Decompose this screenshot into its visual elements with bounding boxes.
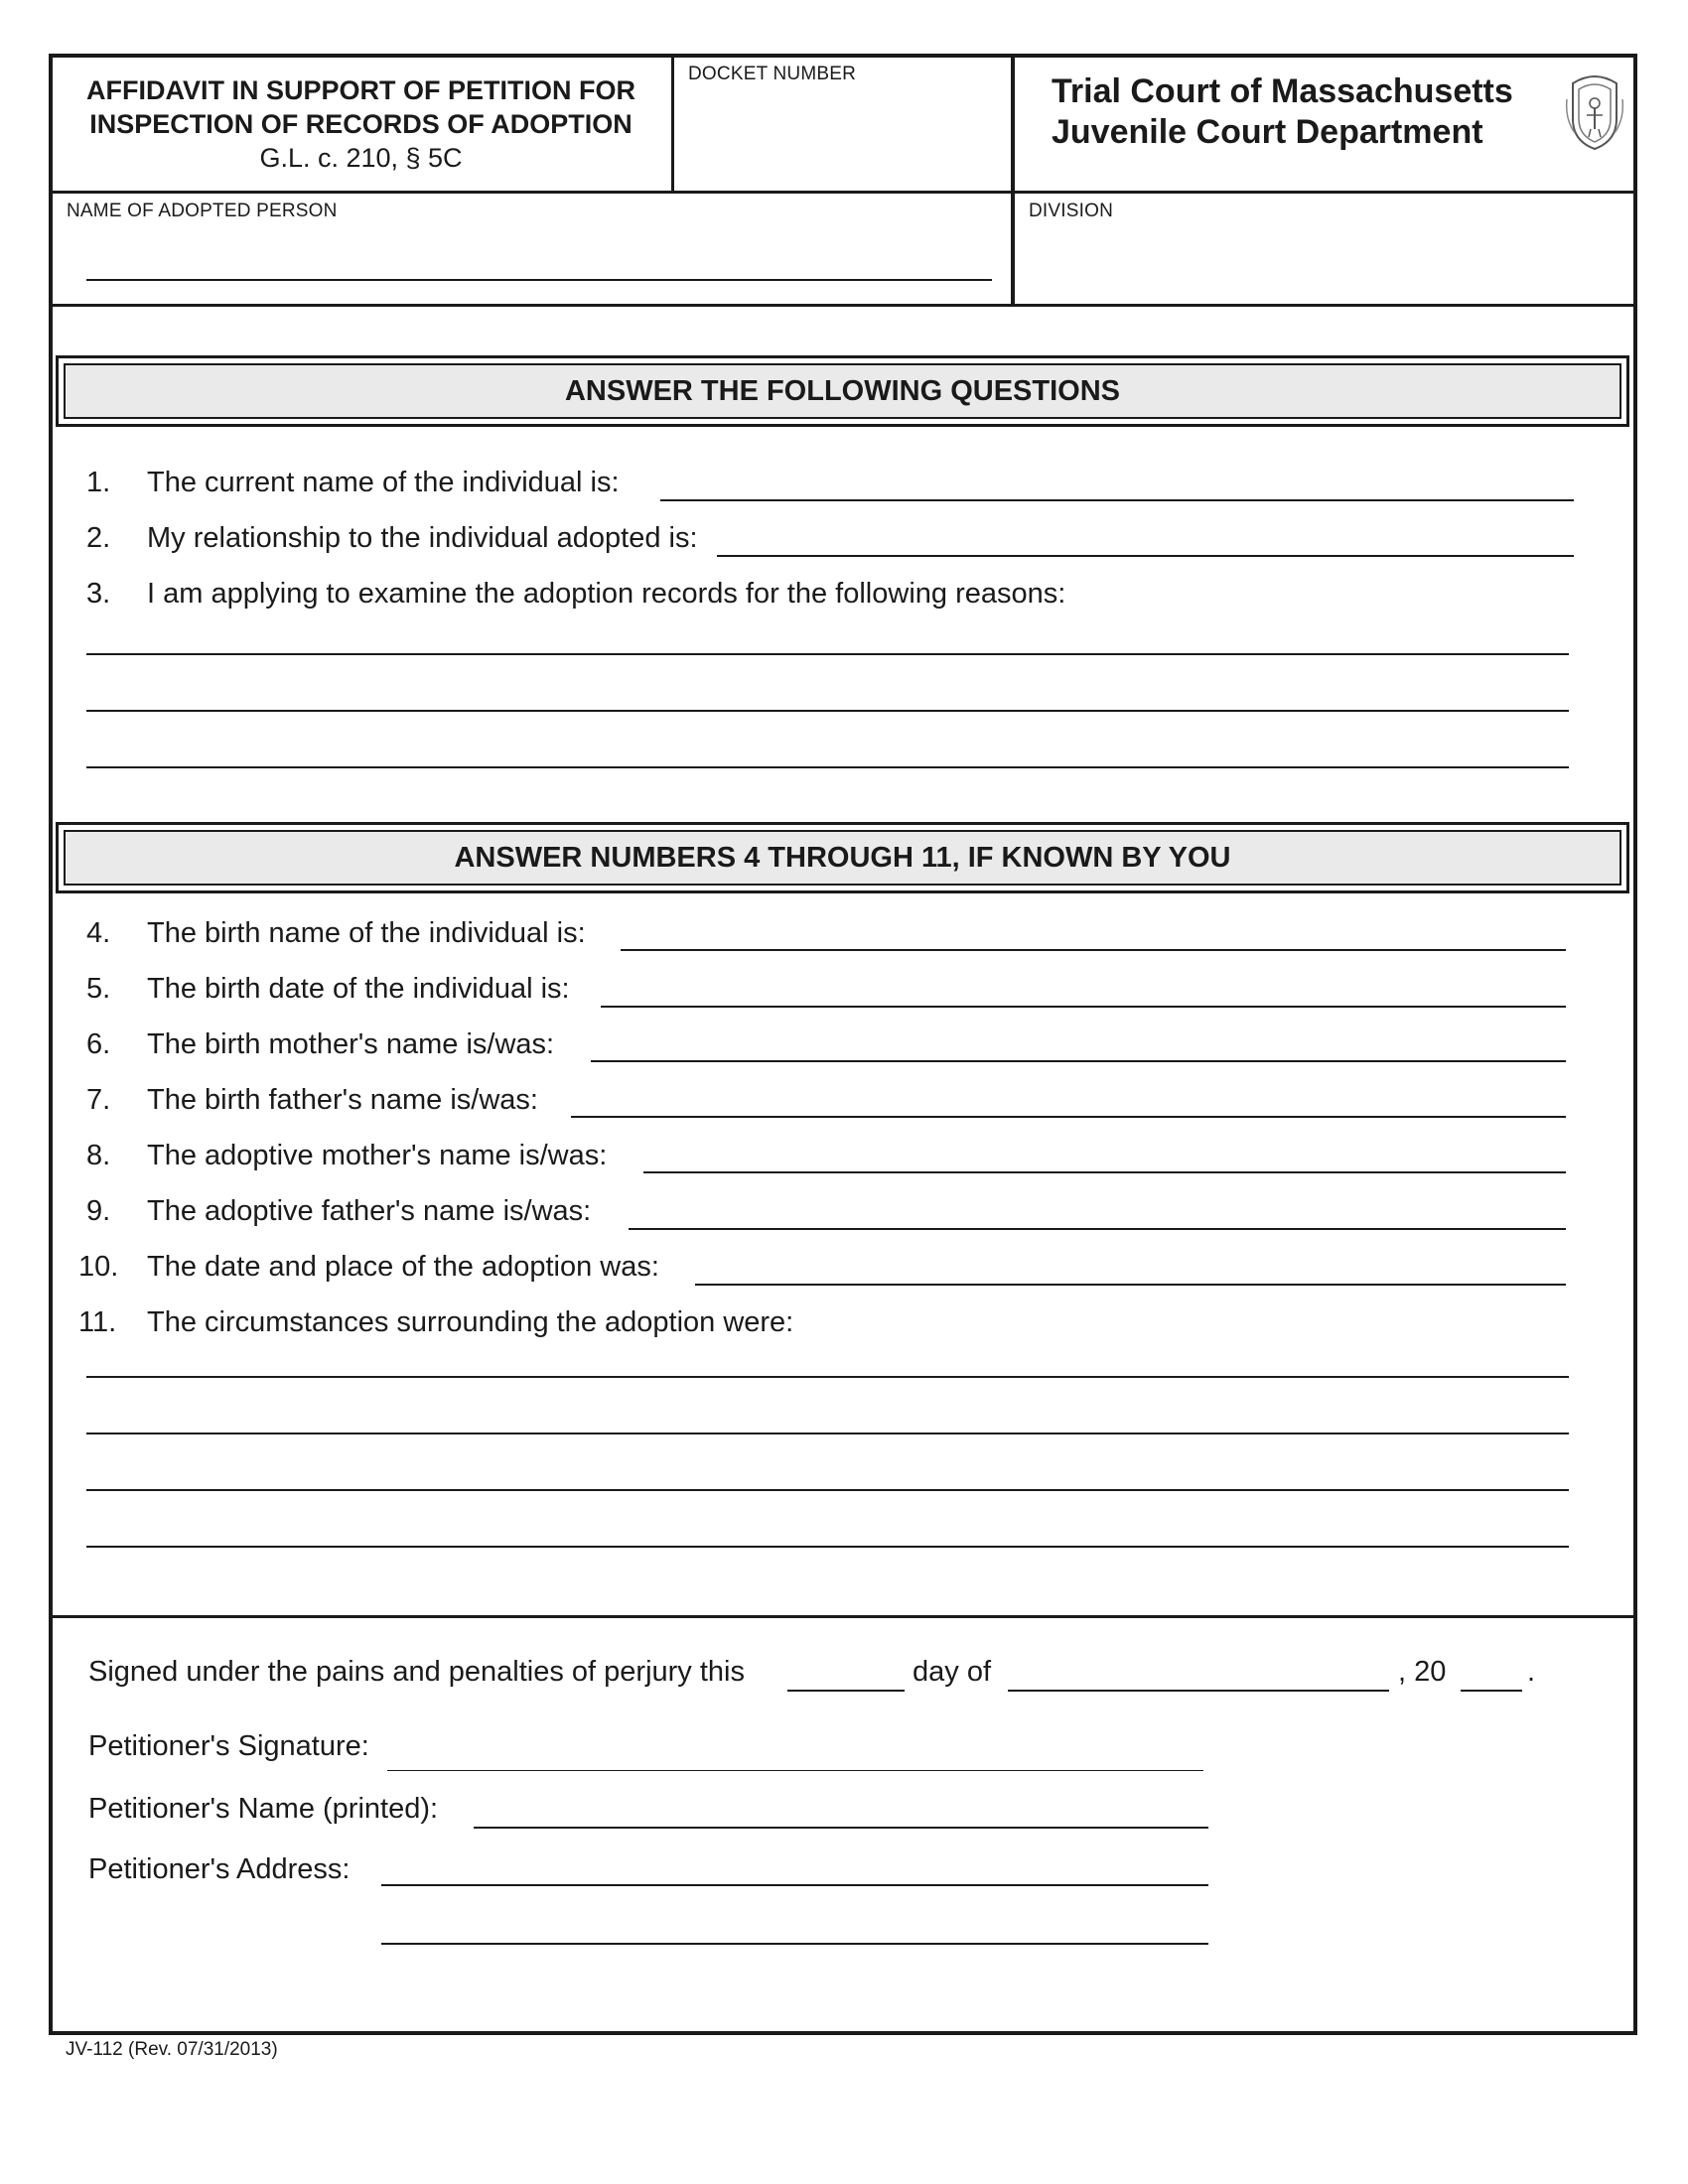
question-text: I am applying to examine the adoption records for the following reasons: [147, 578, 1066, 610]
question-number: 4. [86, 917, 111, 949]
header-divider [49, 191, 1637, 194]
signature-field[interactable] [387, 1770, 1203, 1771]
signed-prefix: Signed under the pains and penalties of perjury this [88, 1656, 745, 1688]
section1-heading: ANSWER THE FOLLOWING QUESTIONS [64, 363, 1621, 419]
answer-line-3b[interactable] [86, 710, 1569, 712]
address-label: Petitioner's Address: [88, 1853, 351, 1885]
month-field[interactable] [1008, 1690, 1389, 1692]
form-id: JV-112 (Rev. 07/31/2013) [66, 2039, 278, 2060]
signature-label: Petitioner's Signature: [88, 1730, 369, 1762]
answer-line-5[interactable] [601, 1006, 1566, 1008]
form-title-line1: AFFIDAVIT IN SUPPORT OF PETITION FOR [86, 75, 635, 105]
form-title [56, 73, 666, 175]
question-number: 2. [86, 522, 111, 554]
division-label: DIVISION [1029, 201, 1114, 221]
adopted-person-label: NAME OF ADOPTED PERSON [67, 201, 338, 221]
section2-heading-box [56, 822, 1629, 893]
day-of-label: day of [913, 1656, 991, 1688]
period: . [1527, 1656, 1536, 1688]
answer-line-11b[interactable] [86, 1433, 1569, 1434]
adopted-person-field[interactable] [86, 279, 992, 281]
answer-line-4[interactable] [621, 949, 1566, 951]
year-prefix: , 20 [1398, 1656, 1447, 1688]
question-text: The circumstances surrounding the adoption were: [147, 1306, 794, 1338]
question-text: My relationship to the individual adopted is: [147, 522, 698, 554]
year-field[interactable] [1461, 1690, 1522, 1692]
question-text: The date and place of the adoption was: [147, 1251, 659, 1283]
printed-name-field[interactable] [474, 1827, 1208, 1829]
question-text: The birth mother's name is/was: [147, 1028, 555, 1060]
signature-divider [49, 1615, 1637, 1618]
answer-line-9[interactable] [629, 1228, 1566, 1230]
answer-line-1[interactable] [660, 499, 1574, 501]
docket-court-divider [1011, 54, 1015, 306]
answer-line-11a[interactable] [86, 1376, 1569, 1378]
question-text: The birth name of the individual is: [147, 917, 586, 949]
court-line2: Juvenile Court Department [1052, 113, 1483, 151]
day-field[interactable] [787, 1690, 905, 1692]
answer-line-7[interactable] [571, 1116, 1566, 1118]
answer-line-11d[interactable] [86, 1546, 1569, 1548]
answer-line-10[interactable] [695, 1284, 1566, 1286]
question-number: 8. [86, 1140, 111, 1171]
answer-line-6[interactable] [591, 1060, 1566, 1062]
question-number: 6. [86, 1028, 111, 1060]
question-text: The birth date of the individual is: [147, 973, 570, 1005]
section2-heading: ANSWER NUMBERS 4 THROUGH 11, IF KNOWN BY YOU [64, 830, 1621, 886]
question-number: 9. [86, 1195, 111, 1227]
question-text: The adoptive father's name is/was: [147, 1195, 592, 1227]
question-number: 11. [78, 1306, 117, 1338]
title-docket-divider [671, 54, 674, 193]
printed-name-label: Petitioner's Name (printed): [88, 1793, 439, 1825]
fields-divider [49, 304, 1637, 307]
answer-line-3a[interactable] [86, 653, 1569, 655]
court-line1: Trial Court of Massachusetts [1052, 72, 1513, 110]
question-number: 5. [86, 973, 111, 1005]
question-number: 7. [86, 1084, 111, 1116]
question-number: 10. [78, 1251, 119, 1283]
court-name [1052, 71, 1513, 153]
answer-line-3c[interactable] [86, 766, 1569, 768]
question-text: The current name of the individual is: [147, 467, 620, 498]
division-field[interactable] [1023, 226, 1628, 298]
docket-number-field[interactable] [678, 91, 1006, 187]
question-text: The birth father's name is/was: [147, 1084, 538, 1116]
question-number: 1. [86, 467, 111, 498]
question-text: The adoptive mother's name is/was: [147, 1140, 608, 1171]
form-title-line2: INSPECTION OF RECORDS OF ADOPTION [89, 109, 633, 139]
address-field-1[interactable] [381, 1884, 1208, 1886]
massachusetts-seal-icon [1563, 69, 1626, 153]
answer-line-2[interactable] [717, 555, 1574, 557]
statute-citation: G.L. c. 210, § 5C [259, 143, 463, 173]
section1-heading-box [56, 355, 1629, 427]
answer-line-8[interactable] [643, 1171, 1566, 1173]
answer-line-11c[interactable] [86, 1489, 1569, 1491]
question-number: 3. [86, 578, 111, 610]
docket-number-label: DOCKET NUMBER [688, 64, 857, 84]
address-field-2[interactable] [381, 1943, 1208, 1945]
